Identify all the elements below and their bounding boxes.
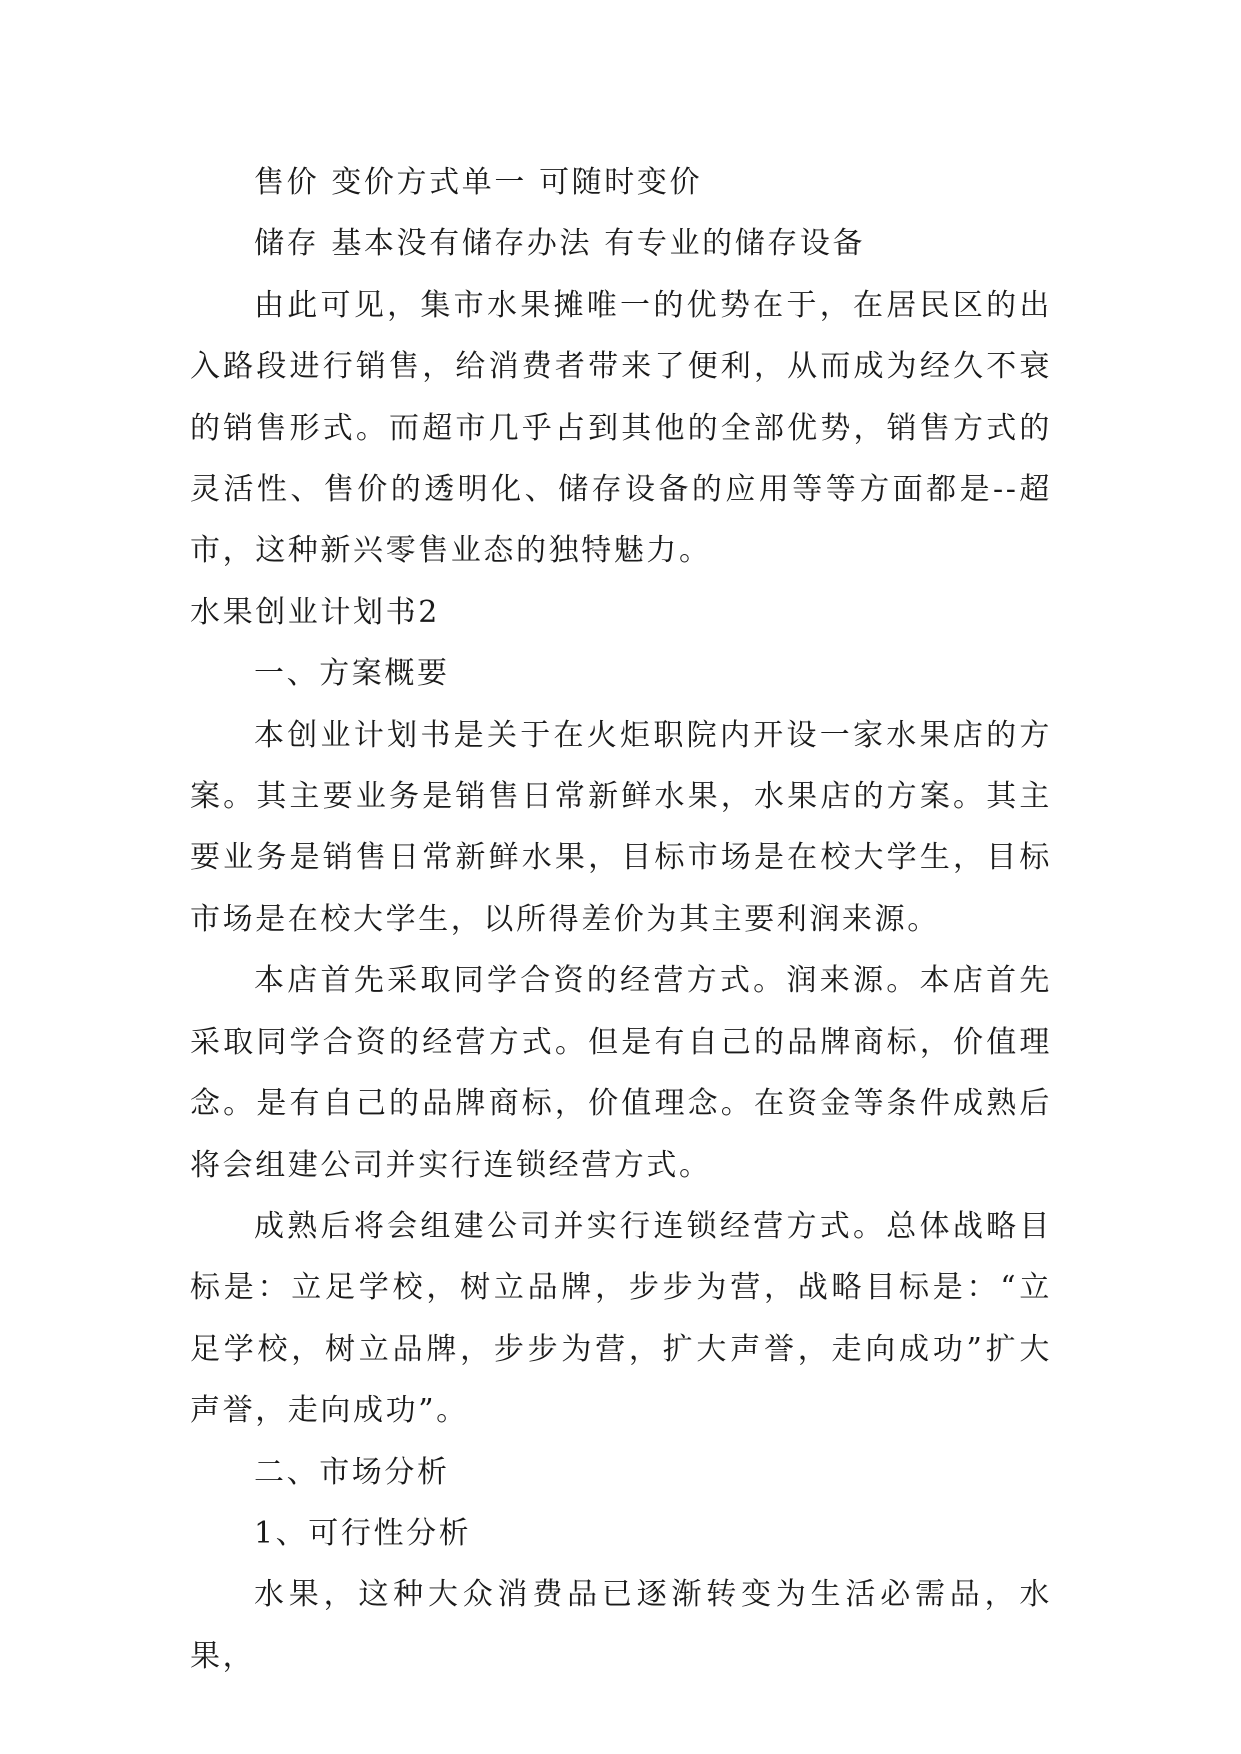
paragraph-feasibility: 水果，这种大众消费品已逐渐转变为生活必需品，水果， (190, 1577, 1052, 1674)
document-body (190, 152, 1052, 1687)
paragraph-strategy: 成熟后将会组建公司并实行连锁经营方式。总体战略目标是：立足学校，树立品牌，步步为营，战略目标是：“立足学校，树立品牌，步步为营，扩大声誉，走向成功”扩大声誉，走向成功”。 (190, 1208, 1052, 1429)
heading-feasibility: 1、可行性分析 (254, 1515, 472, 1551)
heading-plan-summary: 一、方案概要 (254, 656, 450, 692)
paragraph-plan-intro: 本创业计划书是关于在火炬职院内开设一家水果店的方案。其主要业务是销售日常新鲜水果，水果店的方案。其主要业务是销售日常新鲜水果，目标市场是在校大学生，目标市场是在校大学生，以所得差价为其主要利润来源。 (190, 717, 1052, 937)
paragraph-storage: 储存 基本没有储存办法 有专业的储存设备 (254, 226, 866, 262)
paragraph-price: 售价 变价方式单一 可随时变价 (254, 165, 703, 200)
paragraph-business-model: 本店首先采取同学合资的经营方式。润来源。本店首先采取同学合资的经营方式。但是有自己的品牌商标，价值理念。是有自己的品牌商标，价值理念。在资金等条件成熟后将会组建公司并实行连锁经营方式。 (190, 963, 1052, 1183)
paragraph-conclusion: 由此可见，集市水果摊唯一的优势在于，在居民区的出入路段进行销售，给消费者带来了便利，从而成为经久不衰的销售形式。而超市几乎占到其他的全部优势，销售方式的灵活性、售价的透明化、储存设备的应用等等方面都是--超市，这种新兴零售业态的独特魅力。 (190, 287, 1052, 569)
heading-market-analysis: 二、市场分析 (254, 1454, 450, 1490)
section-title: 水果创业计划书2 (190, 594, 440, 630)
